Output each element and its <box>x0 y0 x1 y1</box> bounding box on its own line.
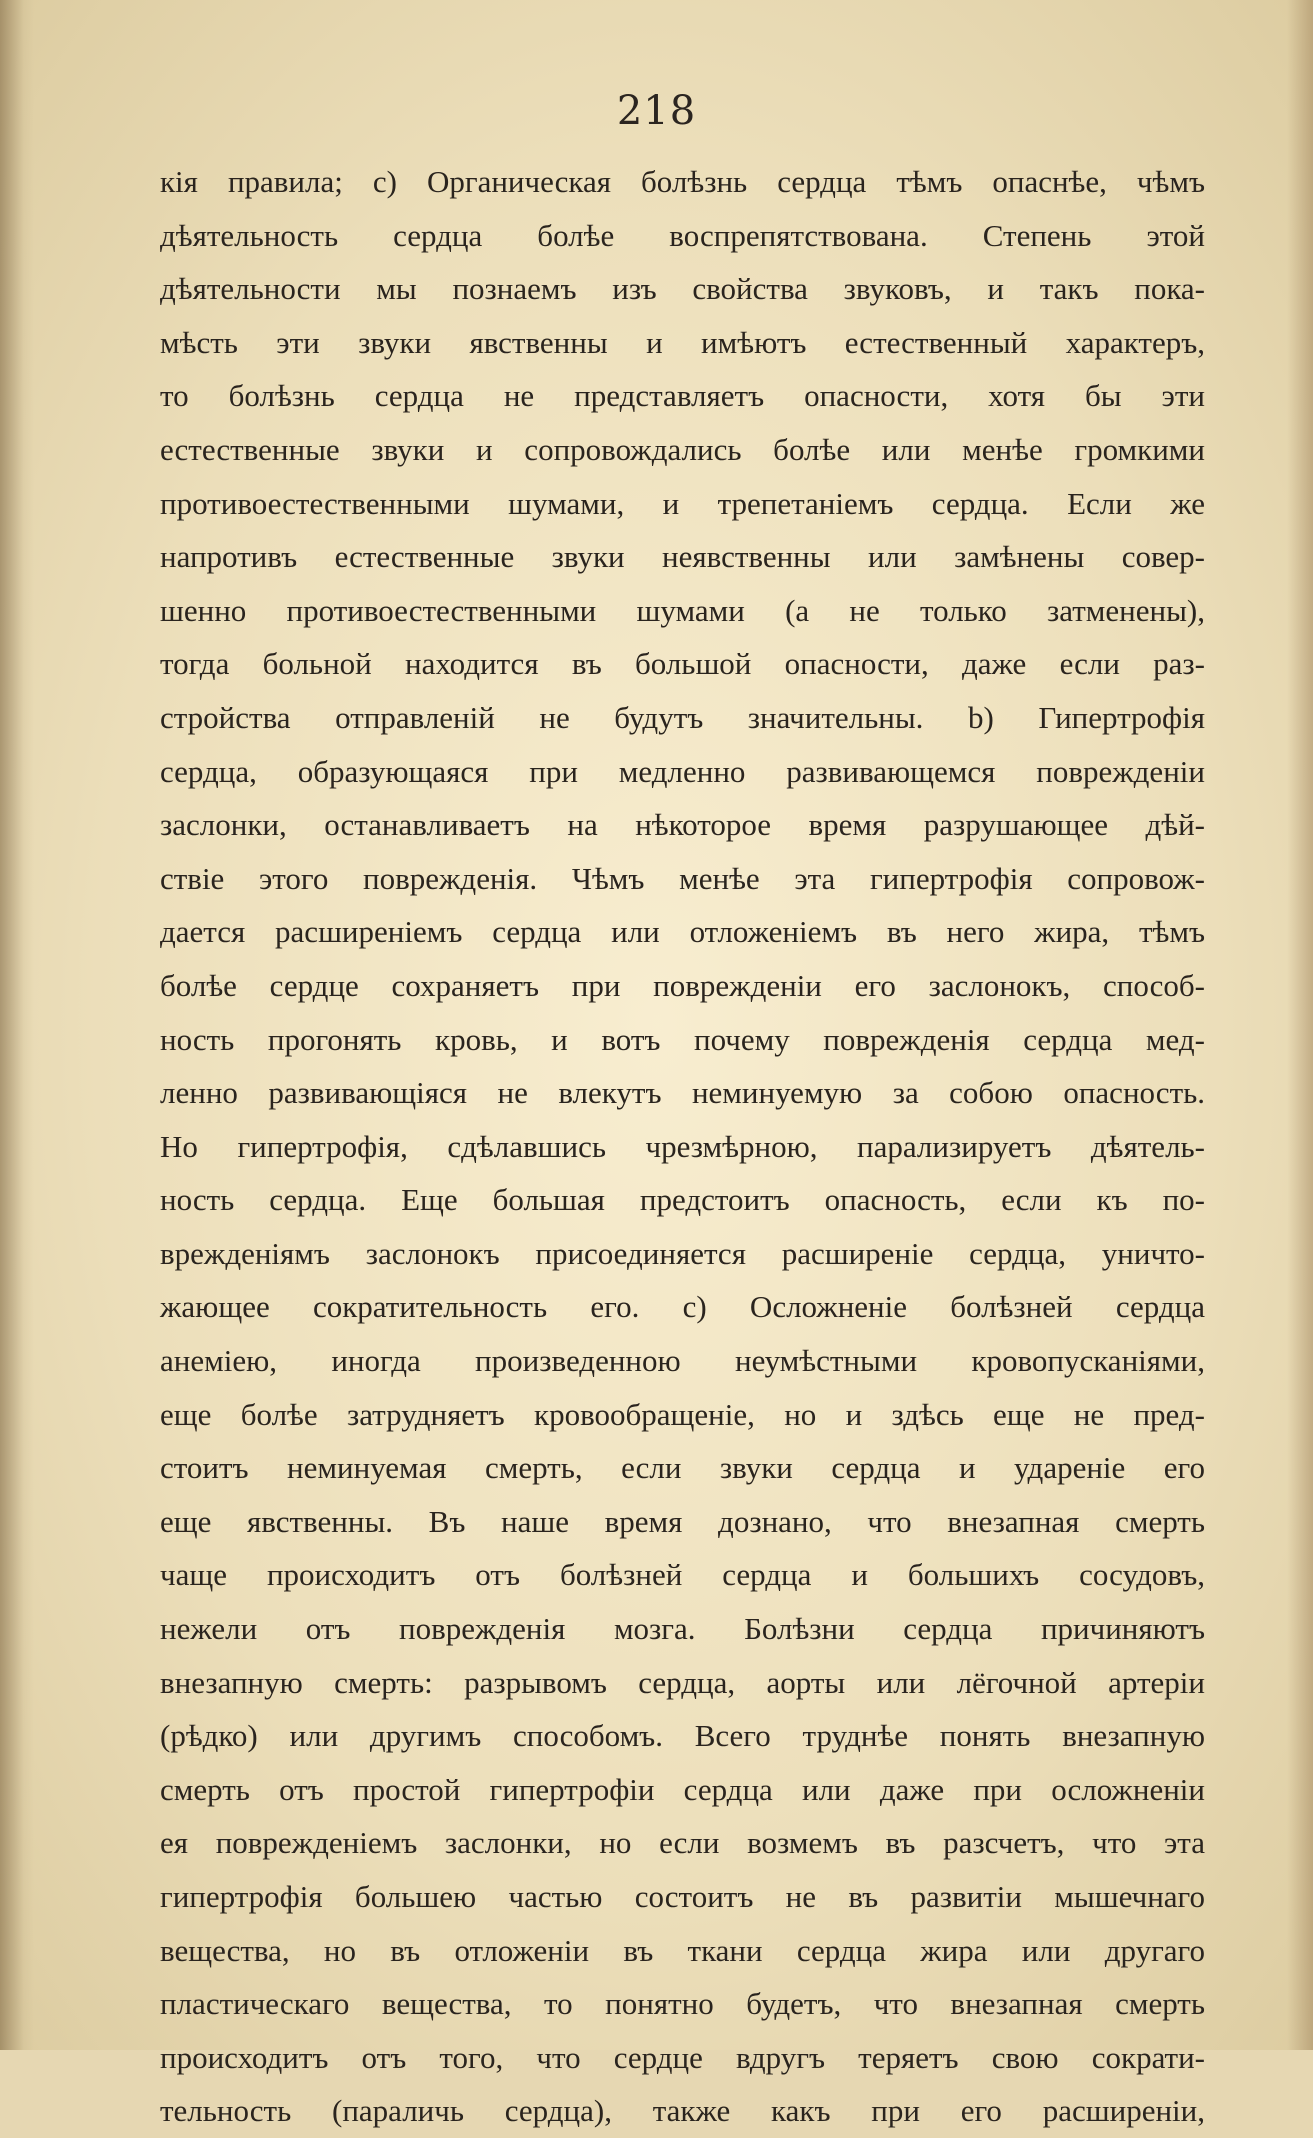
text-line: дѣятельности мы познаемъ изъ свойства звуковъ, и такъ пока- <box>160 271 1205 307</box>
text-line: происходитъ отъ того, что сердце вдругъ теряетъ свою сократи- <box>160 2039 1205 2075</box>
text-line: противоестественными шумами, и трепетаніемъ сердца. Если же <box>160 485 1205 521</box>
text-line: заслонки, останавливаетъ на нѣкоторое время разрушающее дѣй- <box>160 807 1205 843</box>
text-line: врежденіямъ заслонокъ присоединяется расширеніе сердца, уничто- <box>160 1235 1205 1271</box>
text-line: дается расширеніемъ сердца или отложеніемъ въ него жира, тѣмъ <box>160 914 1205 950</box>
text-line: внезапную смерть: разрывомъ сердца, аорты или лёгочной артеріи <box>160 1664 1205 1700</box>
text-line: ность сердца. Еще большая предстоитъ опасность, если къ по- <box>160 1182 1205 1218</box>
text-line: тогда больной находится въ большой опасности, даже если раз- <box>160 646 1205 682</box>
text-line: стройства отправленій не будутъ значительны. b) Гипертрофія <box>160 699 1205 735</box>
page-number: 218 <box>616 88 697 134</box>
text-line: еще явственны. Въ наше время дознано, что внезапная смерть <box>160 1503 1205 1539</box>
text-line: то болѣзнь сердца не представляетъ опасности, хотя бы эти <box>160 378 1205 414</box>
text-line: дѣятельность сердца болѣе воспрепятствована. Степень этой <box>160 217 1205 253</box>
text-line: смерть отъ простой гипертрофіи сердца или даже при осложненіи <box>160 1771 1205 1807</box>
text-line: напротивъ естественные звуки неявственны или замѣнены совер- <box>160 539 1205 575</box>
text-line: стоитъ неминуемая смерть, если звуки сердца и удареніе его <box>160 1450 1205 1486</box>
text-line: вещества, но въ отложеніи въ ткани сердца жира или другаго <box>160 1932 1205 1968</box>
text-line: сердца, образующаяся при медленно развивающемся поврежденіи <box>160 753 1205 789</box>
text-line: (рѣдко) или другимъ способомъ. Всего труднѣе понять внезапную <box>160 1718 1205 1754</box>
text-line: ея поврежденіемъ заслонки, но если возмемъ въ разсчетъ, что эта <box>160 1825 1205 1861</box>
text-line: Но гипертрофія, сдѣлавшись чрезмѣрною, парализируетъ дѣятель- <box>160 1128 1205 1164</box>
text-line: тельность (параличь сердца), также какъ при его расширеніи, <box>160 2093 1205 2129</box>
text-line: мѣсть эти звуки явственны и имѣютъ естественный характеръ, <box>160 324 1205 360</box>
text-line: жающее сократительность его. c) Осложненіе болѣзней сердца <box>160 1289 1205 1325</box>
text-line: естественные звуки и сопровождались болѣе или менѣе громкими <box>160 431 1205 467</box>
text-line: нежели отъ поврежденія мозга. Болѣзни сердца причиняютъ <box>160 1611 1205 1647</box>
text-line: пластическаго вещества, то понятно будетъ, что внезапная смерть <box>160 1986 1205 2022</box>
text-line: шенно противоестественными шумами (а не только затменены), <box>160 592 1205 628</box>
text-line: болѣе сердце сохраняетъ при поврежденіи его заслонокъ, способ- <box>160 967 1205 1003</box>
text-line: ленно развивающіяся не влекутъ неминуемую за собою опасность. <box>160 1075 1205 1111</box>
body-text <box>160 155 1205 2138</box>
text-line: ность прогонять кровь, и вотъ почему поврежденія сердца мед- <box>160 1021 1205 1057</box>
text-line: гипертрофія большею частью состоитъ не въ развитіи мышечнаго <box>160 1879 1205 1914</box>
text-line: анеміею, иногда произведенною неумѣстными кровопусканіями, <box>160 1343 1205 1379</box>
text-line: чаще происходитъ отъ болѣзней сердца и большихъ сосудовъ, <box>160 1557 1205 1593</box>
text-line: кія правила; c) Органическая болѣзнь сердца тѣмъ опаснѣе, чѣмъ <box>160 164 1205 199</box>
text-line: еще болѣе затрудняетъ кровообращеніе, но и здѣсь еще не пред- <box>160 1396 1205 1432</box>
text-line: ствіе этого поврежденія. Чѣмъ менѣе эта гипертрофія сопровож- <box>160 860 1205 896</box>
